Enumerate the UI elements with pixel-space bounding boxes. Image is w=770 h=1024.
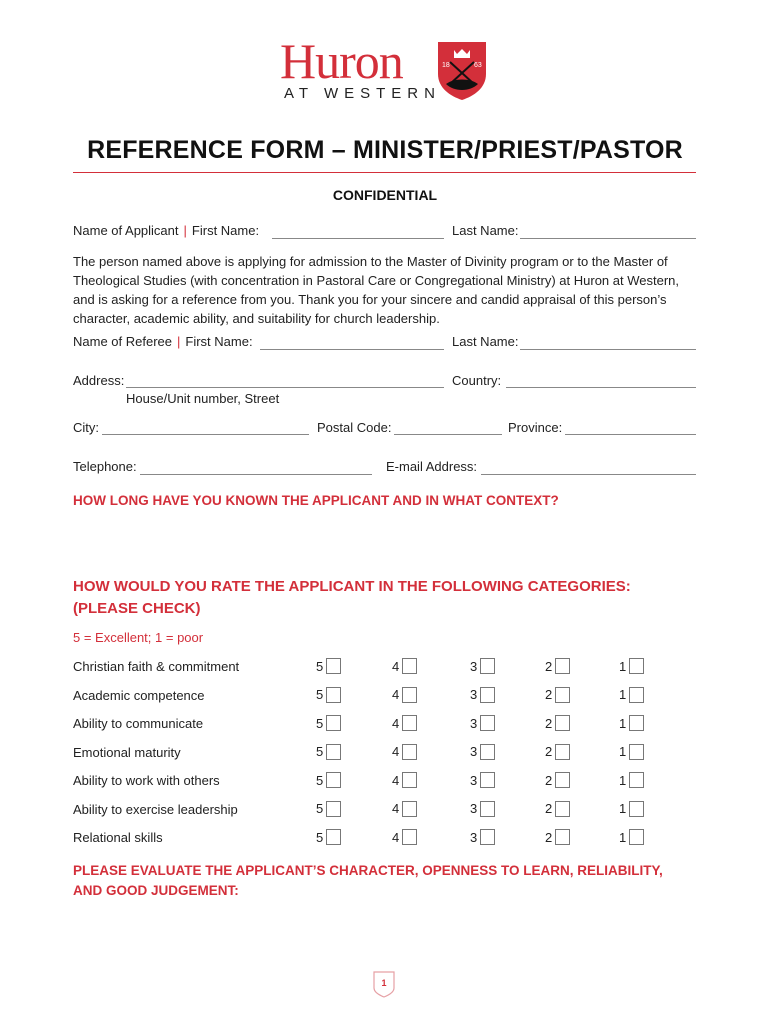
rating-option bbox=[470, 715, 495, 731]
rating-option-value: 1 bbox=[619, 801, 627, 816]
address-label: Address: bbox=[73, 373, 125, 388]
rating-checkbox[interactable] bbox=[555, 772, 570, 788]
rating-option bbox=[470, 801, 495, 817]
rating-option-value: 1 bbox=[619, 715, 627, 731]
rating-option-value: 2 bbox=[545, 715, 553, 731]
city-field[interactable] bbox=[102, 434, 309, 435]
crest-year-left: 18 bbox=[442, 62, 450, 69]
rating-checkbox[interactable] bbox=[402, 801, 417, 817]
rating-category-label: Ability to communicate bbox=[73, 716, 204, 731]
rating-option-value: 1 bbox=[619, 772, 627, 788]
rating-option bbox=[545, 801, 570, 817]
telephone-label: Telephone: bbox=[73, 459, 137, 474]
known-question-heading: HOW LONG HAVE YOU KNOWN THE APPLICANT AND IN WHAT CONTEXT? bbox=[73, 493, 559, 508]
rating-option-value: 1 bbox=[619, 658, 627, 674]
rating-option bbox=[619, 801, 644, 817]
rating-checkbox[interactable] bbox=[402, 829, 417, 845]
rating-option bbox=[316, 801, 341, 817]
rating-checkbox[interactable] bbox=[326, 658, 341, 674]
rating-option-value: 5 bbox=[316, 658, 324, 674]
rating-category-label: Ability to work with others bbox=[73, 773, 220, 788]
rating-option bbox=[316, 687, 341, 703]
rating-option bbox=[316, 772, 341, 788]
rating-option bbox=[392, 658, 417, 674]
rating-option-value: 3 bbox=[470, 829, 478, 845]
province-label: Province: bbox=[508, 420, 563, 435]
logo-subtitle: AT WESTERN bbox=[284, 85, 441, 102]
referee-name-label bbox=[73, 334, 253, 349]
telephone-field[interactable] bbox=[140, 474, 372, 475]
rating-option-value: 2 bbox=[545, 687, 553, 702]
rating-option bbox=[619, 772, 644, 788]
address-field[interactable] bbox=[126, 387, 444, 388]
rating-checkbox[interactable] bbox=[629, 687, 644, 703]
rating-option bbox=[619, 687, 644, 703]
rating-option bbox=[392, 829, 417, 845]
rating-option bbox=[392, 687, 417, 703]
rating-checkbox[interactable] bbox=[480, 801, 495, 817]
rating-option bbox=[316, 715, 341, 731]
rating-option bbox=[316, 658, 341, 674]
rating-option-value: 5 bbox=[316, 687, 324, 702]
rating-option bbox=[545, 715, 570, 731]
rating-checkbox[interactable] bbox=[480, 715, 495, 731]
address-hint: House/Unit number, Street bbox=[126, 391, 280, 406]
rating-checkbox[interactable] bbox=[326, 801, 341, 817]
page-number: 1 bbox=[381, 978, 387, 988]
applicant-name-label bbox=[73, 223, 259, 238]
crest-icon bbox=[436, 40, 488, 102]
rating-checkbox[interactable] bbox=[555, 744, 570, 760]
email-label: E-mail Address: bbox=[386, 459, 478, 474]
rating-option-value: 4 bbox=[392, 744, 400, 759]
rating-checkbox[interactable] bbox=[629, 658, 644, 674]
city-label: City: bbox=[73, 420, 99, 435]
rating-checkbox[interactable] bbox=[480, 744, 495, 760]
separator: | bbox=[183, 223, 187, 238]
rating-option-value: 1 bbox=[619, 744, 627, 759]
rating-option-value: 2 bbox=[545, 658, 553, 674]
country-label: Country: bbox=[452, 373, 502, 388]
rating-heading-line1: HOW WOULD YOU RATE THE APPLICANT IN THE FOLLOWING CATEGORIES: bbox=[73, 578, 631, 595]
applicant-last-name-label: Last Name: bbox=[452, 223, 519, 238]
rating-option-value: 1 bbox=[619, 829, 627, 845]
rating-checkbox[interactable] bbox=[555, 687, 570, 703]
rating-category-label: Ability to exercise leadership bbox=[73, 801, 238, 817]
rating-checkbox[interactable] bbox=[402, 772, 417, 788]
rating-checkbox[interactable] bbox=[402, 715, 417, 731]
rating-option-value: 5 bbox=[316, 744, 324, 759]
rating-category-label: Christian faith & commitment bbox=[73, 659, 240, 674]
rating-category-label: Relational skills bbox=[73, 830, 163, 845]
rating-checkbox[interactable] bbox=[480, 829, 495, 845]
evaluate-heading-line1: PLEASE EVALUATE THE APPLICANT’S CHARACTER, OPENNESS TO LEARN, RELIABILITY, bbox=[73, 863, 663, 878]
rating-option-value: 3 bbox=[470, 772, 478, 788]
rating-option-value: 2 bbox=[545, 744, 553, 759]
rating-checkbox[interactable] bbox=[326, 715, 341, 731]
country-field[interactable] bbox=[506, 387, 696, 388]
rating-option-value: 2 bbox=[545, 772, 553, 788]
rating-option-value: 5 bbox=[316, 715, 324, 731]
rating-option-value: 3 bbox=[470, 658, 478, 674]
rating-option bbox=[392, 744, 417, 760]
title-divider bbox=[73, 172, 696, 173]
rating-checkbox[interactable] bbox=[402, 744, 417, 760]
rating-option-value: 2 bbox=[545, 801, 553, 816]
applicant-last-name-field[interactable] bbox=[520, 238, 696, 239]
rating-checkbox[interactable] bbox=[402, 687, 417, 703]
email-field[interactable] bbox=[481, 474, 696, 475]
rating-checkbox[interactable] bbox=[326, 687, 341, 703]
rating-checkbox[interactable] bbox=[480, 772, 495, 788]
rating-category-label: Emotional maturity bbox=[73, 744, 181, 760]
rating-option bbox=[392, 772, 417, 788]
rating-option-value: 5 bbox=[316, 829, 324, 845]
rating-option bbox=[316, 829, 341, 845]
rating-option-value: 3 bbox=[470, 687, 478, 702]
rating-checkbox[interactable] bbox=[555, 829, 570, 845]
rating-checkbox[interactable] bbox=[629, 801, 644, 817]
rating-option bbox=[392, 801, 417, 817]
rating-option-value: 3 bbox=[470, 744, 478, 759]
rating-option-value: 3 bbox=[470, 801, 478, 816]
postal-code-label: Postal Code: bbox=[317, 420, 392, 435]
rating-checkbox[interactable] bbox=[326, 772, 341, 788]
confidential-label: CONFIDENTIAL bbox=[332, 187, 438, 203]
form-title: REFERENCE FORM – MINISTER/PRIEST/PASTOR bbox=[87, 136, 683, 164]
rating-checkbox[interactable] bbox=[402, 658, 417, 674]
rating-option bbox=[470, 658, 495, 674]
rating-checkbox[interactable] bbox=[480, 658, 495, 674]
rating-option-value: 2 bbox=[545, 829, 553, 845]
separator: | bbox=[177, 334, 181, 349]
rating-option-value: 1 bbox=[619, 687, 627, 702]
rating-checkbox[interactable] bbox=[326, 744, 341, 760]
rating-option bbox=[470, 687, 495, 703]
rating-option bbox=[470, 744, 495, 760]
rating-checkbox[interactable] bbox=[555, 715, 570, 731]
rating-option bbox=[545, 687, 570, 703]
rating-scale-note: 5 = Excellent; 1 = poor bbox=[73, 630, 204, 645]
rating-option bbox=[619, 744, 644, 760]
referee-label-text: Name of Referee bbox=[73, 334, 172, 349]
evaluate-heading-line2: AND GOOD JUDGEMENT: bbox=[73, 883, 239, 898]
rating-checkbox[interactable] bbox=[629, 829, 644, 845]
rating-option-value: 4 bbox=[392, 829, 400, 845]
rating-option-value: 3 bbox=[470, 715, 478, 731]
postal-code-field[interactable] bbox=[394, 434, 502, 435]
rating-checkbox[interactable] bbox=[326, 829, 341, 845]
applicant-first-name-field[interactable] bbox=[272, 238, 444, 239]
rating-option bbox=[392, 715, 417, 731]
rating-option bbox=[470, 829, 495, 845]
rating-option bbox=[316, 744, 341, 760]
rating-checkbox[interactable] bbox=[555, 801, 570, 817]
rating-option bbox=[619, 829, 644, 845]
rating-option-value: 4 bbox=[392, 772, 400, 788]
rating-option-value: 4 bbox=[392, 658, 400, 674]
rating-checkbox[interactable] bbox=[555, 658, 570, 674]
rating-option-value: 5 bbox=[316, 772, 324, 788]
rating-option-value: 5 bbox=[316, 801, 324, 816]
page-number-badge bbox=[372, 970, 396, 998]
logo-wordmark: Huron bbox=[280, 33, 403, 89]
rating-category-label: Academic competence bbox=[73, 687, 205, 703]
rating-option bbox=[619, 658, 644, 674]
referee-first-name-label: First Name: bbox=[185, 334, 253, 349]
province-field[interactable] bbox=[565, 434, 696, 435]
crest-year-right: 63 bbox=[474, 62, 482, 69]
applicant-label-text: Name of Applicant bbox=[73, 223, 179, 238]
referee-last-name-field[interactable] bbox=[520, 349, 696, 350]
rating-checkbox[interactable] bbox=[629, 715, 644, 731]
rating-option bbox=[470, 772, 495, 788]
rating-option bbox=[545, 658, 570, 674]
rating-checkbox[interactable] bbox=[480, 687, 495, 703]
rating-heading-line2: (PLEASE CHECK) bbox=[73, 600, 201, 617]
rating-option-value: 4 bbox=[392, 715, 400, 731]
rating-option-value: 4 bbox=[392, 801, 400, 816]
rating-option-value: 4 bbox=[392, 687, 400, 702]
known-answer-area[interactable] bbox=[73, 514, 696, 570]
intro-paragraph: The person named above is applying for admission to the Master of Divinity program or to the Master of Theological Studies (with concentration in Pastoral Care or Congregational Ministry) at Huron at Western, and is asking for a reference from you. Thank you for your sincere and candid appraisal of this person’s character, academic ability, and suitability for church leadership. bbox=[73, 254, 679, 326]
rating-option bbox=[545, 772, 570, 788]
rating-option bbox=[545, 744, 570, 760]
rating-option bbox=[619, 715, 644, 731]
rating-option bbox=[545, 829, 570, 845]
applicant-first-name-label: First Name: bbox=[191, 223, 260, 238]
referee-last-name-label: Last Name: bbox=[452, 334, 519, 349]
referee-first-name-field[interactable] bbox=[260, 349, 444, 350]
rating-checkbox[interactable] bbox=[629, 744, 644, 760]
rating-checkbox[interactable] bbox=[629, 772, 644, 788]
